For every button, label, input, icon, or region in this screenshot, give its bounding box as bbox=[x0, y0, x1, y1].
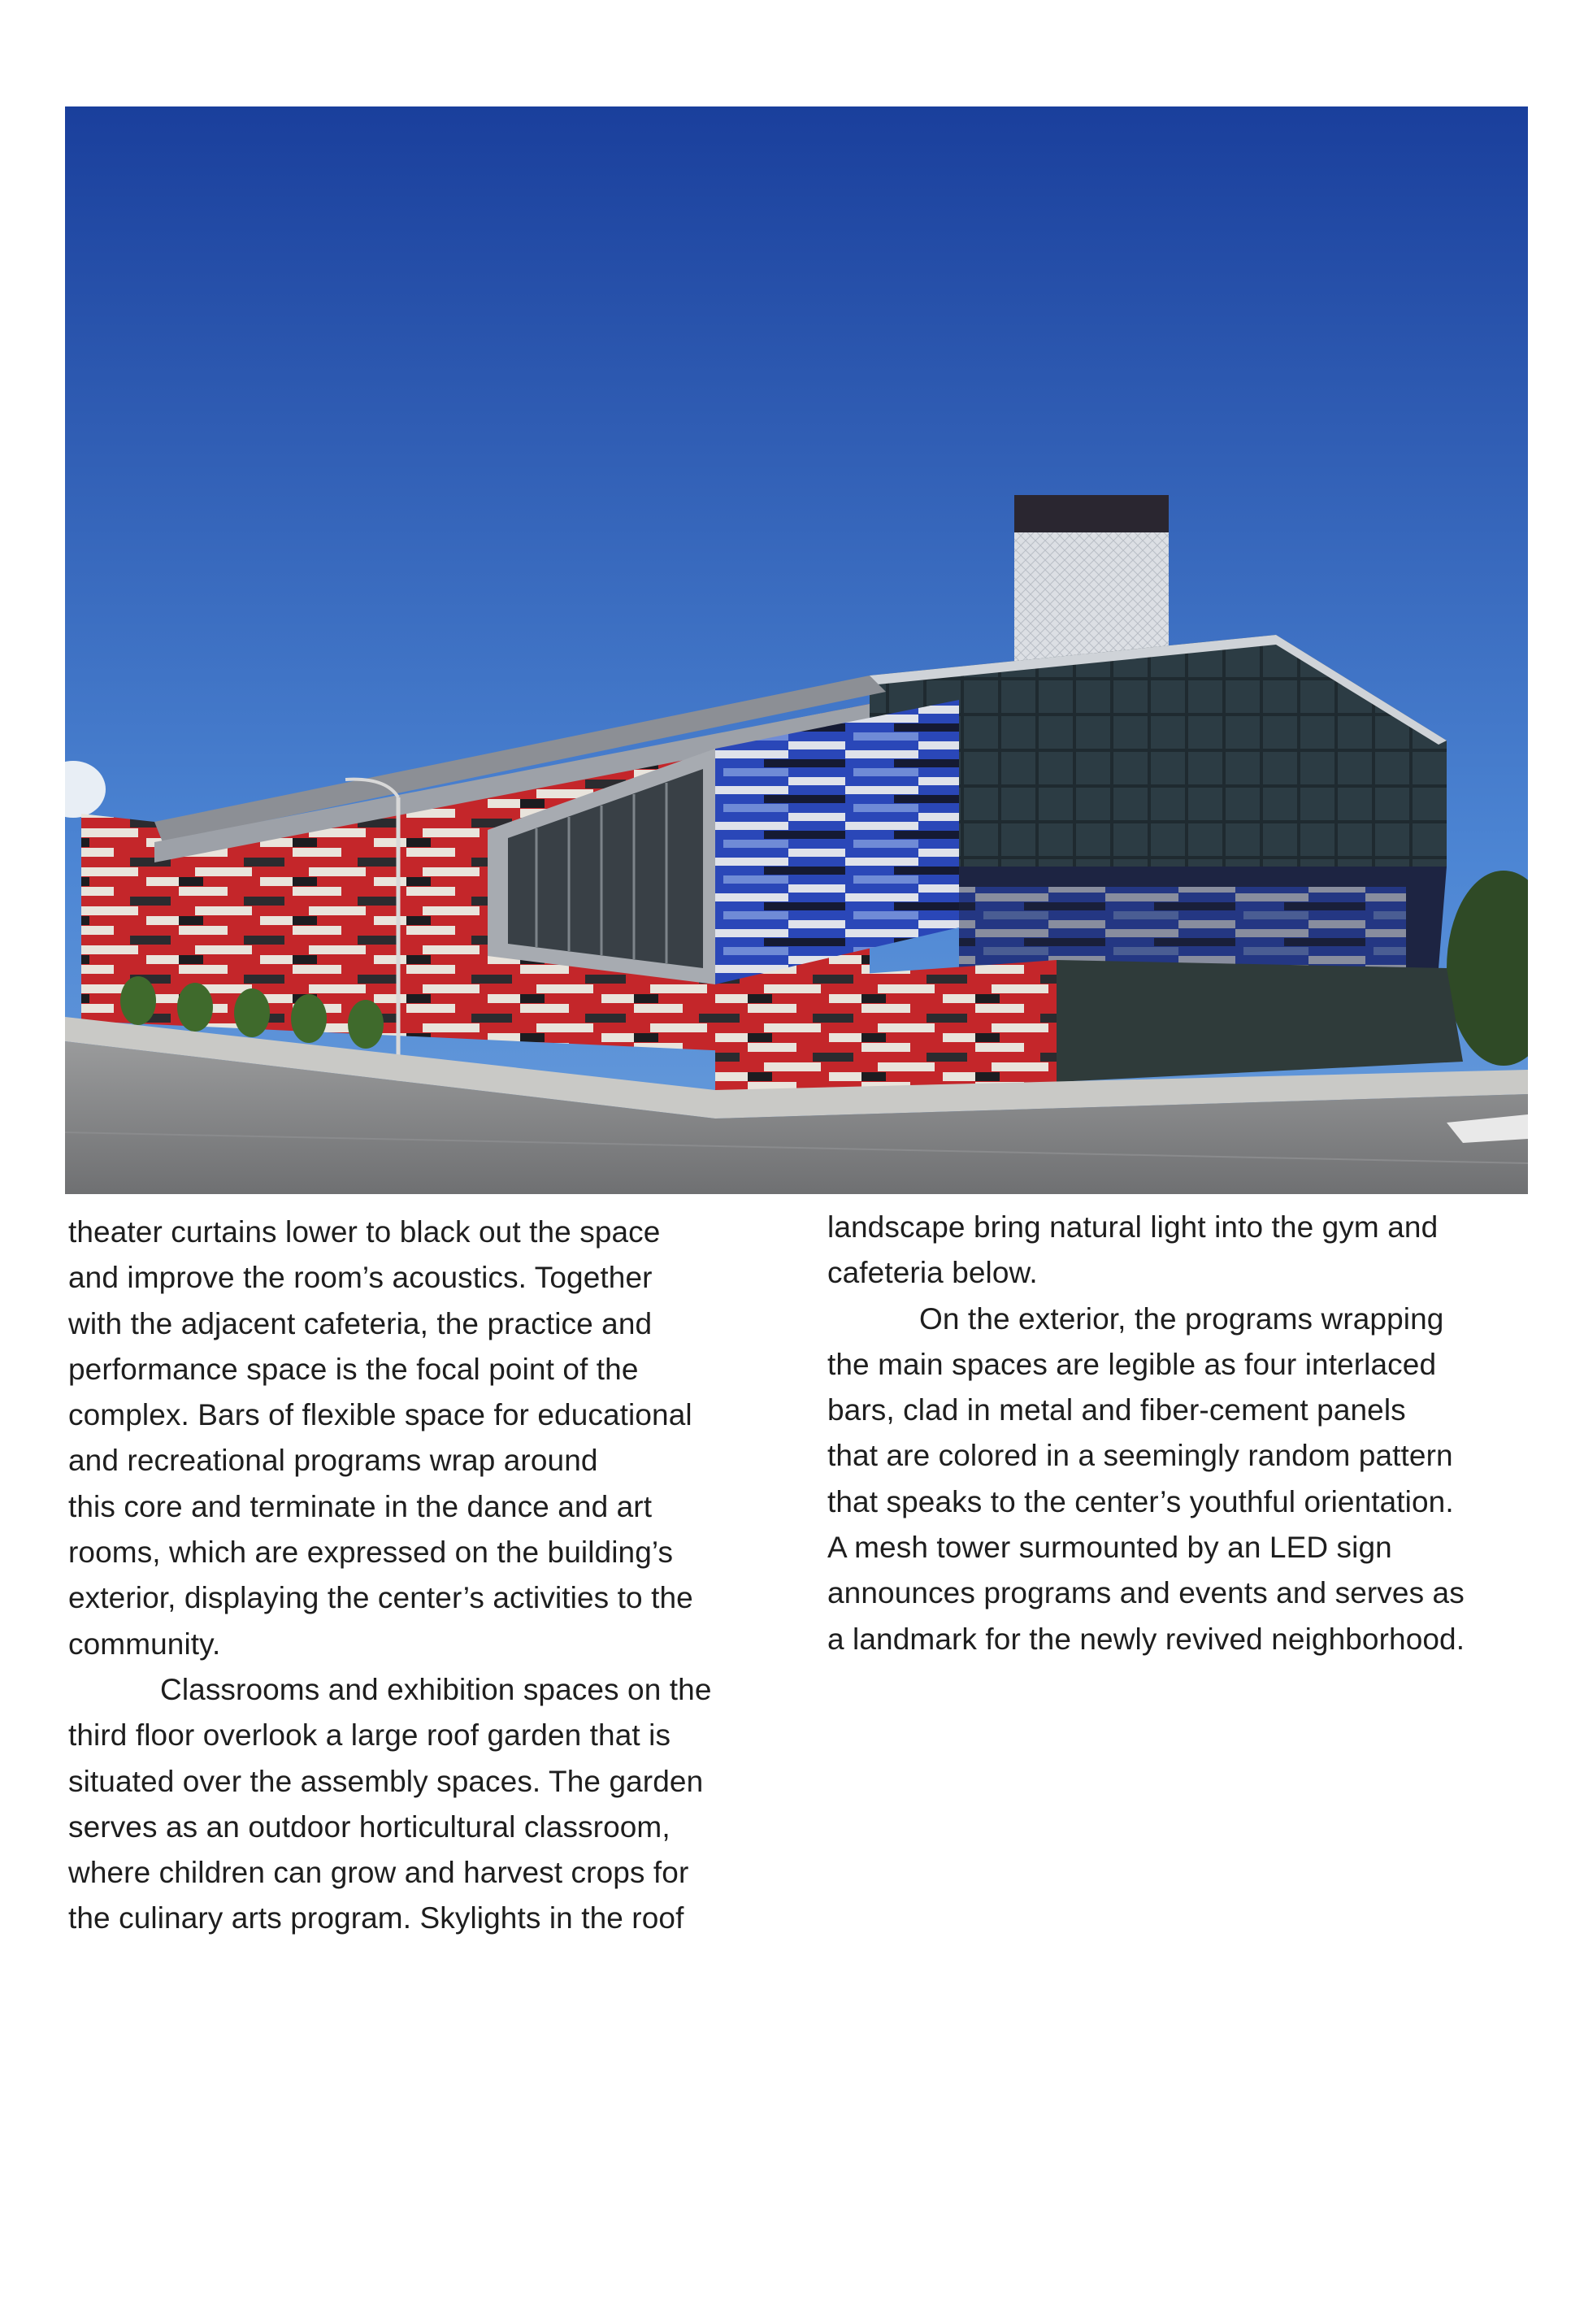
text-line: and recreational programs wrap around bbox=[68, 1444, 598, 1478]
text-line: the main spaces are legible as four interlaced bbox=[827, 1347, 1437, 1381]
text-line: this core and terminate in the dance and art bbox=[68, 1489, 653, 1523]
text-line: a landmark for the newly revived neighborhood. bbox=[827, 1622, 1465, 1656]
right-text-column bbox=[827, 1205, 1543, 1662]
text-line: Classrooms and exhibition spaces on the bbox=[160, 1672, 712, 1706]
text-line: serves as an outdoor horticultural classroom, bbox=[68, 1809, 670, 1844]
text-line: exterior, displaying the center’s activities to the bbox=[68, 1581, 693, 1615]
text-line: community. bbox=[68, 1627, 221, 1661]
text-line: that speaks to the center’s youthful orientation. bbox=[827, 1484, 1454, 1518]
text-line: with the adjacent cafeteria, the practice and bbox=[68, 1306, 653, 1340]
text-line: performance space is the focal point of the bbox=[68, 1352, 639, 1386]
text-line: situated over the assembly spaces. The garden bbox=[68, 1764, 704, 1798]
text-line: rooms, which are expressed on the building’s bbox=[68, 1536, 674, 1570]
text-line: complex. Bars of flexible space for educational bbox=[68, 1398, 692, 1432]
text-line: theater curtains lower to black out the space bbox=[68, 1215, 661, 1249]
text-line: that are colored in a seemingly random pattern bbox=[827, 1439, 1453, 1473]
text-line: cafeteria below. bbox=[827, 1256, 1038, 1290]
text-line: bars, clad in metal and fiber-cement panels bbox=[827, 1393, 1406, 1427]
text-line: A mesh tower surmounted by an LED sign bbox=[827, 1531, 1392, 1565]
text-line: the culinary arts program. Skylights in the roof bbox=[68, 1901, 684, 1935]
text-line: and improve the room’s acoustics. Together bbox=[68, 1261, 653, 1295]
building-photo bbox=[65, 106, 1528, 1194]
text-line: announces programs and events and serves as bbox=[827, 1576, 1465, 1610]
building-photo-icon bbox=[65, 106, 1528, 1194]
text-line: where children can grow and harvest crops for bbox=[68, 1856, 689, 1890]
text-line: third floor overlook a large roof garden that is bbox=[68, 1718, 671, 1753]
text-line: On the exterior, the programs wrapping bbox=[919, 1301, 1444, 1336]
left-text-column bbox=[68, 1210, 800, 1942]
text-line: landscape bring natural light into the gym and bbox=[827, 1210, 1439, 1244]
